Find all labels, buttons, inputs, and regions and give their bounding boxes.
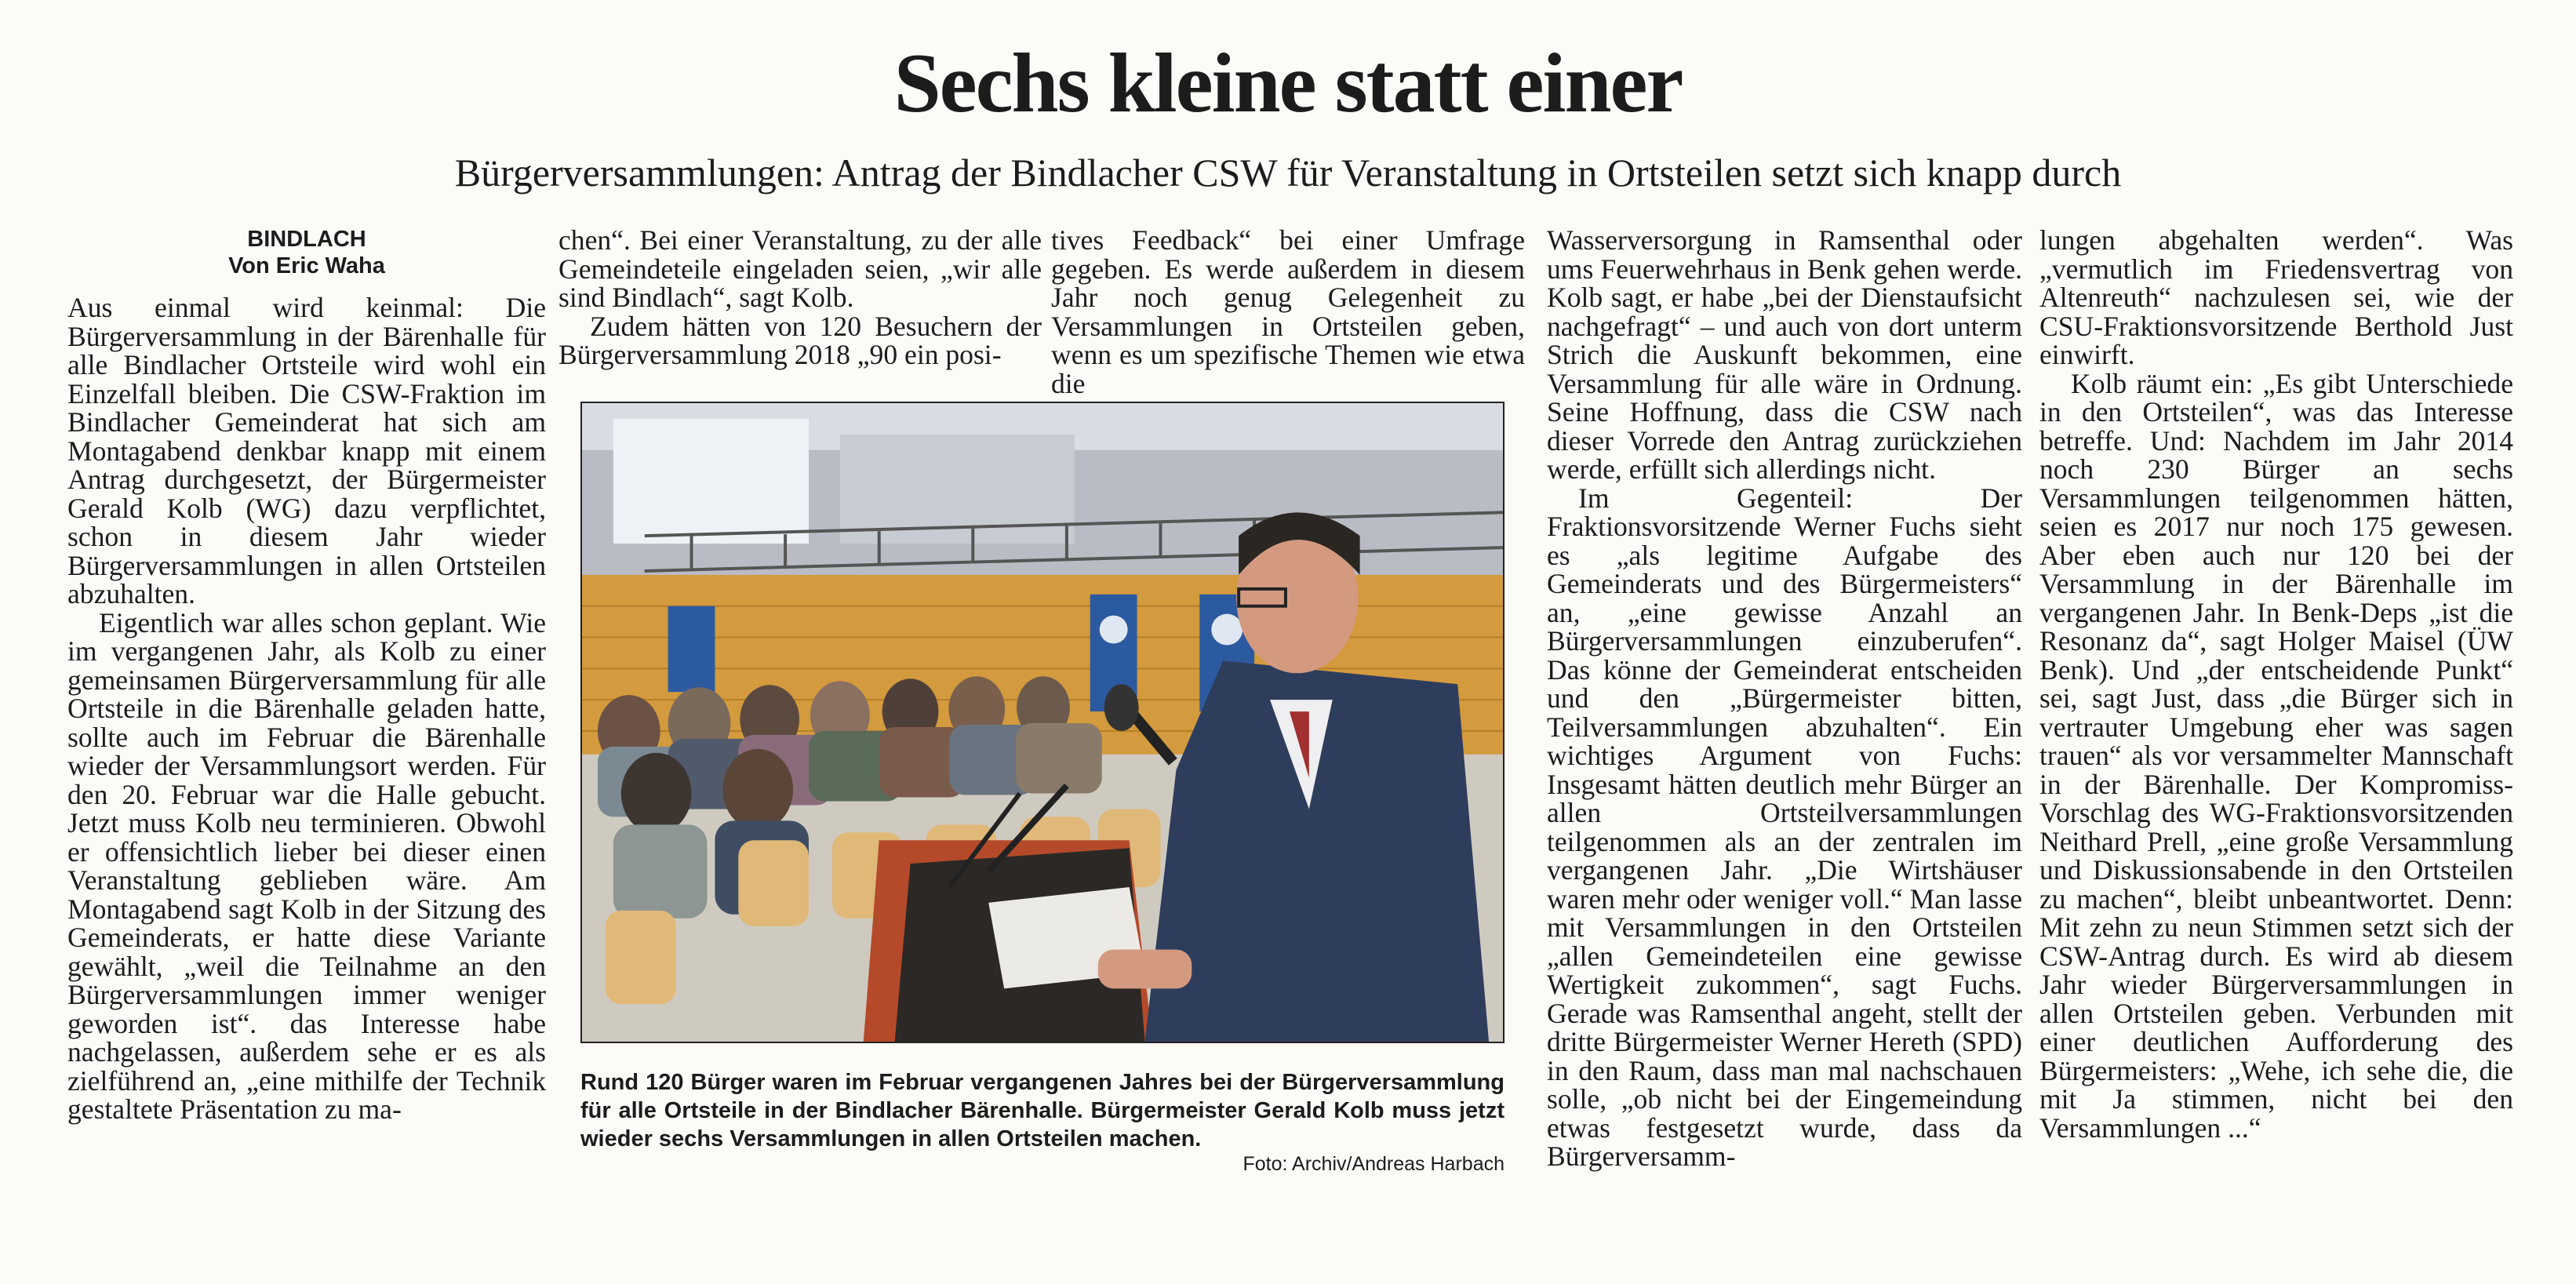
paragraph: Im Gegenteil: Der Fraktionsvorsitzende Werner Fuchs sieht es „als legitime Aufgabe des Gemeinderats und des Bürgermeisters“ an, „eine gewisse Anzahl an Bürgerversammlungen einzuberufen“. Das könne der Gemeinderat entscheiden und den „Bürgermeister bitten, Teilversammlungen abzuhalten“. Ein wichtiges Argument von Fuchs: Insgesamt hätten deutlich mehr Bürger an allen Ortsteilversammlungen teilgenommen als an der zentralen im vergangenen Jahr. „Die Wirtshäuser waren mehr oder weniger voll.“ Man lasse mit Versammlungen in den Ortsteilen „allen Gemeindeteilen eine gewisse Wertigkeit zukommen“, sagt Fuchs. Gerade was Ramsenthal angeht, stellt der dritte Bürgermeister Werner Hereth (SPD) in den Raum, dass man mal nachschauen solle, „ob nicht bei der Eingemeindung etwas festgesetzt wurde, dass da Bürgerversamm- bbox=[1547, 482, 2022, 1172]
paragraph: Zudem hätten von 120 Besuchern der Bürgerversammlung 2018 „90 ein posi- bbox=[558, 310, 1042, 370]
paragraph: Aus einmal wird keinmal: Die Bürgerversammlung in der Bärenhalle für alle Bindlacher Ortsteile wird wohl ein Einzelfall bleiben. Die CSW-Fraktion im Bindlacher Gemeinderat hat sich am Montagabend denkbar knapp mit einem Antrag durchgesetzt, der Bürgermeister Gerald Kolb (WG) dazu verpflichtet, schon in diesem Jahr wieder Bürgerversammlungen in allen Ortsteilen abzuhalten. bbox=[67, 292, 546, 609]
meeting-hall-illustration bbox=[582, 403, 1503, 1042]
author-name: Von Eric Waha bbox=[228, 253, 385, 278]
photo-caption: Rund 120 Bürger waren im Februar vergangenen Jahres bei der Bürgerversammlung für alle Ortsteile in der Bindlacher Bärenhalle. Bürgermeister Gerald Kolb muss jetzt wieder sechs Versammlungen in allen Ortsteilen machen. bbox=[580, 1070, 1504, 1151]
paragraph: chen“. Bei einer Veranstaltung, zu der alle Gemeindeteile eingeladen seien, „wir alle sind Bindlach“, sagt Kolb. bbox=[558, 224, 1042, 313]
article-column-1 bbox=[67, 226, 546, 1124]
photo-credit: Foto: Archiv/Andreas Harbach bbox=[1243, 1153, 1504, 1175]
dateline-location: BINDLACH bbox=[247, 227, 366, 252]
paragraph: lungen abgehalten werden“. Was „vermutlich im Friedensvertrag von Altenreuth“ nachzulesen sei, wie der CSU-Fraktionsvorsitzende Berthold Just einwirft. bbox=[2039, 224, 2513, 370]
byline bbox=[67, 226, 546, 279]
article-column-2 bbox=[558, 226, 1042, 369]
paragraph: Kolb räumt ein: „Es gibt Unterschiede in den Ortsteilen“, was das Interesse betreffe. Und: Nachdem im Jahr 2014 noch 230 Bürger an sechs Versammlungen teilgenommen hätten, seien es 2017 nur noch 175 gewesen. Aber eben auch nur 120 bei der Versammlung in der Bärenhalle im vergangenen Jahr. In Benk-Deps „ist die Resonanz da“, sagt Holger Maisel (ÜW Benk). Und „der entscheidende Punkt“ sei, sagt Just, dass „die Bürger sich in vertrauter Umgebung eher was sagen trauen“ als vor versammelter Mannschaft in der Bärenhalle. Der Kompromiss-Vorschlag des WG-Fraktionsvorsitzenden Neithard Prell, „eine große Versammlung und Diskussionsabende in den Ortsteilen zu machen“, bleibt unbeantwortet. Denn: Mit zehn zu neun Stimmen setzt sich der CSW-Antrag durch. Es wird ab diesem Jahr wieder Bürgerversammlungen in allen Ortsteilen geben. Verbunden mit einer deutlichen Aufforderung des Bürgermeisters: „Wehe, ich sehe die, die mit Ja stimmen, nicht bei den Versammlungen ...“ bbox=[2039, 367, 2513, 1144]
subheadline: Bürgerversammlungen: Antrag der Bindlacher CSW für Veranstaltung in Ortsteilen setzt sich knapp durch bbox=[454, 151, 2122, 195]
article-column-5 bbox=[2039, 226, 2513, 1142]
article-column-3 bbox=[1051, 226, 1525, 398]
headline: Sechs kleine statt einer bbox=[893, 37, 1683, 130]
paragraph: Eigentlich war alles schon geplant. Wie im vergangenen Jahr, als Kolb zu einer gemeinsamen Bürgerversammlung für alle Ortsteile in die Bärenhalle geladen hatte, sollte auch im Februar die Bärenhalle wieder der Versammlungsort werden. Für den 20. Februar war die Halle gebucht. Jetzt muss Kolb neu terminieren. Obwohl er offensichtlich lieber bei dieser einen Veranstaltung geblieben wäre. Am Montagabend sagt Kolb in der Sitzung des Gemeinderats, er hatte diese Variante gewählt, „weil die Teilnahme an den Bürgerversammlungen immer weniger geworden ist“. das Interesse habe nachgelassen, außerdem sehe er es als zielführend an, „eine mithilfe der Technik gestaltete Präsentation zu ma- bbox=[67, 606, 546, 1125]
article-photo bbox=[580, 402, 1504, 1043]
article-column-4 bbox=[1547, 226, 2022, 1171]
paragraph: Wasserversorgung in Ramsenthal oder ums Feuerwehrhaus in Benk gehen werde. Kolb sagt, er habe „bei der Dienstaufsicht nachgefragt“ – und auch von dort unterm Strich die Auskunft bekommen, eine Versammlung für alle wäre in Ordnung. Seine Hoffnung, dass die CSW nach dieser Vorrede den Antrag zurückziehen werde, erfüllt sich allerdings nicht. bbox=[1547, 224, 2022, 485]
paragraph: tives Feedback“ bei einer Umfrage gegeben. Es werde außerdem in diesem Jahr noch genug Gelegenheit zu Versammlungen in Ortsteilen geben, wenn es um spezifische Themen wie etwa die bbox=[1051, 224, 1525, 399]
